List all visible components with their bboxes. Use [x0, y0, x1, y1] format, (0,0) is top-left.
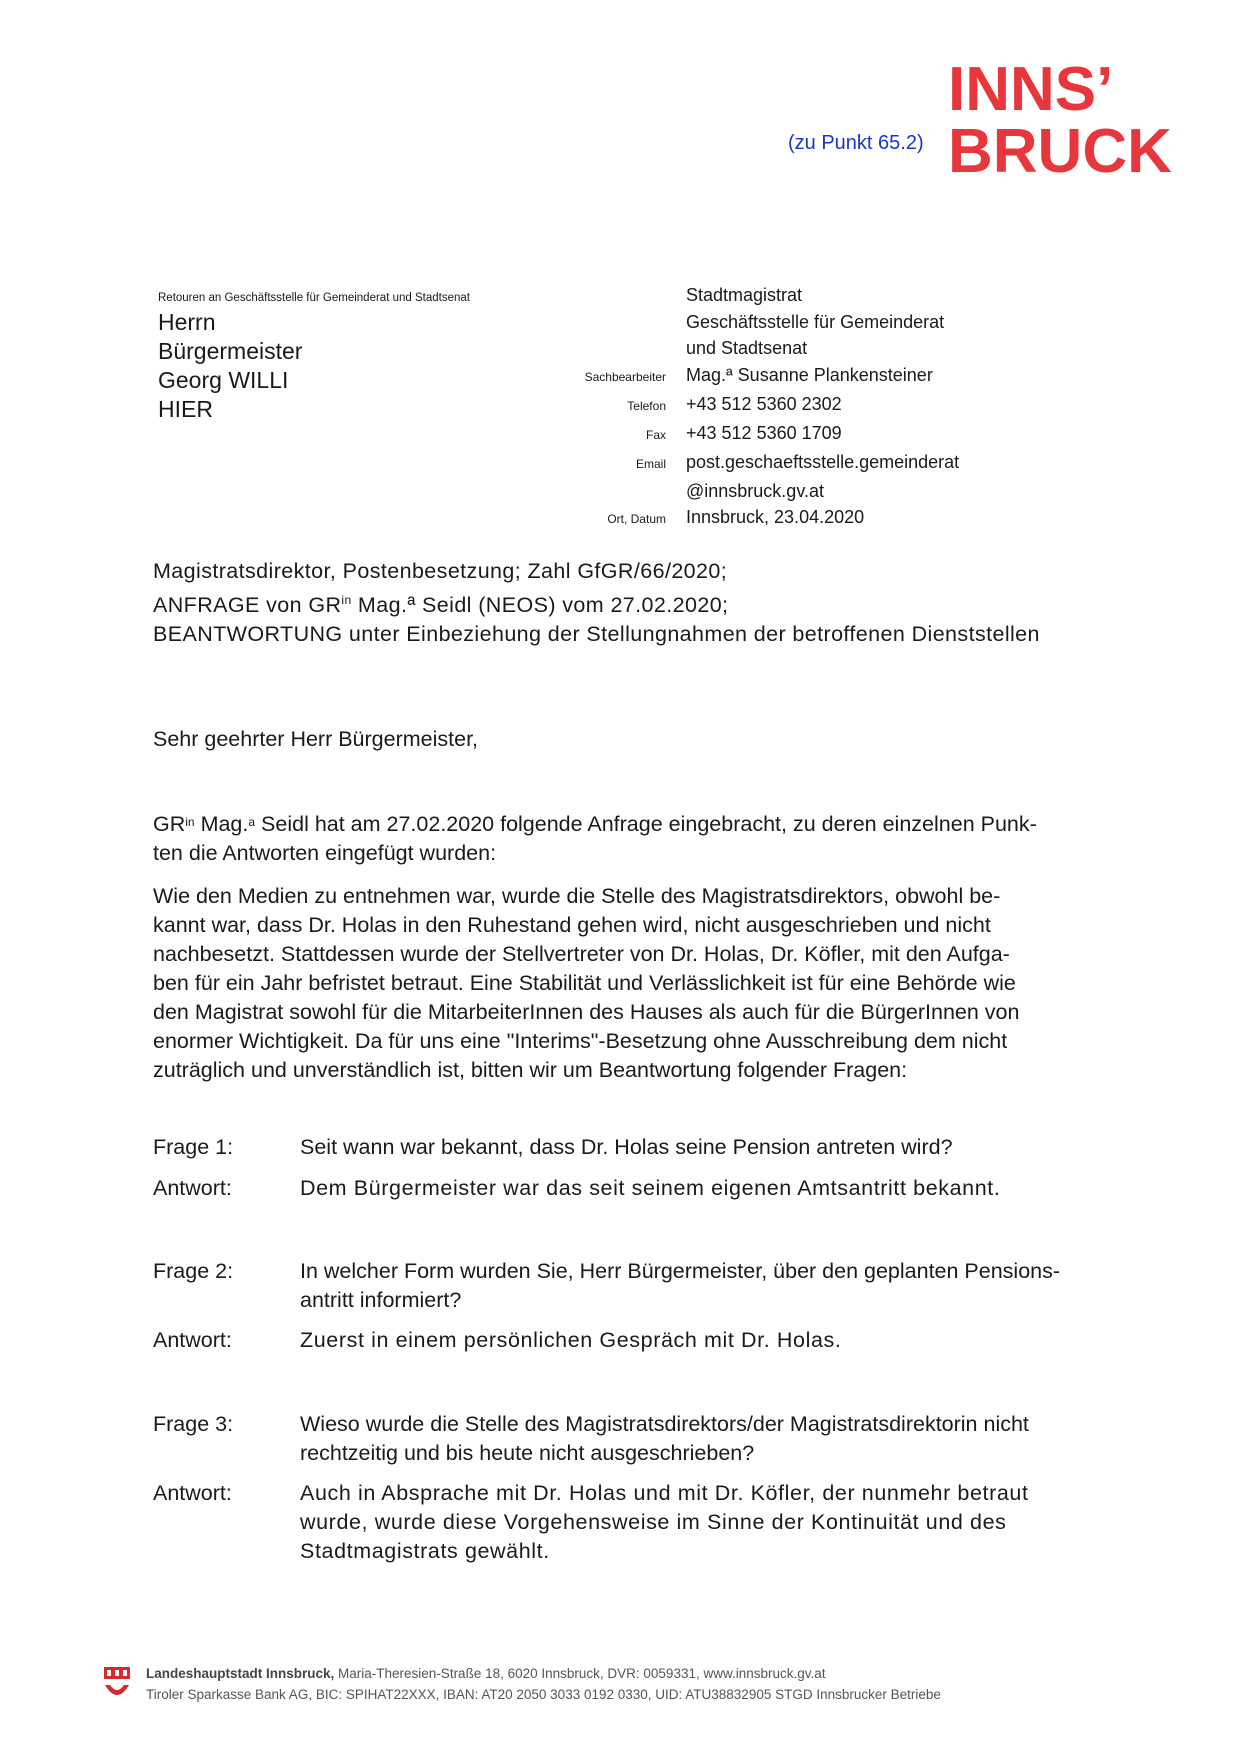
intro-sup: in	[185, 815, 195, 829]
footer-line-2: Tiroler Sparkasse Bank AG, BIC: SPIHAT22XXX, IBAN: AT20 2050 3033 0192 0330, UID: ATU38832905 STGD Innsbrucker Betriebe	[146, 1687, 941, 1702]
fax-value: +43 512 5360 1709	[686, 422, 842, 443]
subject-line: Magistratsdirektor, Postenbesetzung; Zahl GfGR/66/2020;	[153, 559, 728, 583]
inquiry-paragraph	[153, 882, 1113, 1085]
paragraph-line: nachbesetzt. Stattdessen wurde der Stellvertreter von Dr. Holas, Dr. Köfler, mit den Aufga-	[153, 942, 1010, 966]
sender-block	[560, 282, 1000, 533]
intro-sup: a	[248, 815, 256, 829]
subject-line	[153, 586, 1040, 620]
return-address: Retouren an Geschäftsstelle für Gemeinderat und Stadtsenat	[158, 292, 470, 304]
question-line: antritt informiert?	[300, 1288, 462, 1312]
sender-dept: Geschäftsstelle für Gemeinderat	[686, 311, 945, 332]
intro-line: ten die Antworten eingefügt wurden:	[153, 841, 497, 865]
paragraph-line: Wie den Medien zu entnehmen war, wurde die Stelle des Magistratsdirektors, obwohl be-	[153, 884, 1001, 908]
logo-line2: BRUCK	[948, 117, 1172, 178]
paragraph-line: zuträglich und unverständlich ist, bitten wir um Beantwortung folgender Fragen:	[153, 1058, 908, 1082]
intro-text: GR	[153, 812, 186, 836]
qa-item-1	[153, 1133, 1113, 1203]
recipient-line: Georg WILLI	[158, 367, 289, 393]
subject-sup: in	[341, 593, 352, 607]
innsbruck-logo	[948, 58, 1193, 178]
qa-item-3	[153, 1410, 1113, 1566]
paragraph-line: den Magistrat sowohl für die MitarbeiterInnen des Hauses als auch für die BürgerInnen von	[153, 1000, 1020, 1024]
question-line: rechtzeitig und bis heute nicht ausgeschrieben?	[300, 1441, 755, 1465]
answer-line: Stadtmagistrats gewählt.	[300, 1539, 550, 1563]
answer-label: Antwort:	[153, 1328, 232, 1352]
salutation: Sehr geehrter Herr Bürgermeister,	[153, 727, 479, 751]
phone-label: Telefon	[627, 398, 666, 413]
question-label: Frage 3:	[153, 1412, 234, 1436]
reference-note: (zu Punkt 65.2)	[788, 132, 924, 154]
subject-text: ANFRAGE von GR	[153, 593, 342, 618]
answer-line: Auch in Absprache mit Dr. Holas und mit Dr. Köfler, der nunmehr betraut	[300, 1481, 1029, 1505]
answer-label: Antwort:	[153, 1176, 232, 1200]
answer-line: Dem Bürgermeister war das seit seinem eigenen Amtsantritt bekannt.	[300, 1176, 1001, 1200]
footer-org: Landeshauptstadt Innsbruck,	[146, 1666, 335, 1681]
date-label: Ort, Datum	[607, 512, 666, 526]
subject-line: BEANTWORTUNG unter Einbeziehung der Stellungnahmen der betroffenen Dienststellen	[153, 622, 1040, 647]
clerk-value: Mag.ª Susanne Plankensteiner	[686, 364, 933, 385]
recipient-line: Herrn	[158, 309, 216, 335]
intro-text: Mag.	[194, 812, 249, 836]
qa-item-2	[153, 1257, 1113, 1355]
paragraph-line: kannt war, dass Dr. Holas in den Ruhestand gehen wird, nicht ausgeschrieben und nicht	[153, 913, 991, 937]
recipient-line: Bürgermeister	[158, 338, 303, 364]
subject-block	[153, 557, 1040, 649]
question-label: Frage 1:	[153, 1135, 234, 1159]
answer-label: Antwort:	[153, 1481, 232, 1505]
subject-text: Mag.ª Seidl (NEOS) vom 27.02.2020;	[351, 593, 729, 618]
paragraph-line: ben für ein Jahr befristet betraut. Eine Stabilität und Verlässlichkeit ist für eine Behörde wie	[153, 971, 1016, 995]
sender-dept: und Stadtsenat	[686, 338, 808, 358]
date-value: Innsbruck, 23.04.2020	[686, 507, 865, 527]
email-label: Email	[635, 456, 666, 471]
fax-label: Fax	[645, 427, 666, 442]
intro-paragraph	[153, 810, 1123, 868]
recipient-address	[158, 308, 302, 424]
footer	[146, 1663, 941, 1705]
paragraph-line: enormer Wichtigkeit. Da für uns eine "Interims"-Besetzung ohne Ausschreibung dem nicht	[153, 1029, 1008, 1053]
clerk-label: Sachbearbeiter	[584, 369, 666, 384]
logo-line1: INNS’	[948, 58, 1114, 124]
question-label: Frage 2:	[153, 1259, 234, 1283]
question-line: In welcher Form wurden Sie, Herr Bürgermeister, über den geplanten Pensions-	[300, 1259, 1061, 1283]
city-emblem-icon	[102, 1665, 132, 1703]
intro-text: Seidl hat am 27.02.2020 folgende Anfrage eingebracht, zu deren einzelnen Punk-	[255, 812, 1037, 836]
question-line: Seit wann war bekannt, dass Dr. Holas seine Pension antreten wird?	[300, 1135, 953, 1159]
question-line: Wieso wurde die Stelle des Magistratsdirektors/der Magistratsdirektorin nicht	[300, 1412, 1029, 1436]
answer-line: Zuerst in einem persönlichen Gespräch mit Dr. Holas.	[300, 1328, 842, 1352]
footer-line-1	[146, 1663, 941, 1684]
recipient-line: HIER	[158, 396, 213, 422]
email-value: post.geschaeftsstelle.gemeinderat	[686, 451, 960, 472]
footer-address: Maria-Theresien-Straße 18, 6020 Innsbruck, DVR: 0059331, www.innsbruck.gv.at	[334, 1666, 826, 1681]
email-value-cont: @innsbruck.gv.at	[686, 480, 824, 501]
answer-line: wurde, wurde diese Vorgehensweise im Sinne der Kontinuität und des	[300, 1510, 1007, 1534]
phone-value: +43 512 5360 2302	[686, 393, 842, 414]
sender-dept: Stadtmagistrat	[686, 285, 803, 305]
